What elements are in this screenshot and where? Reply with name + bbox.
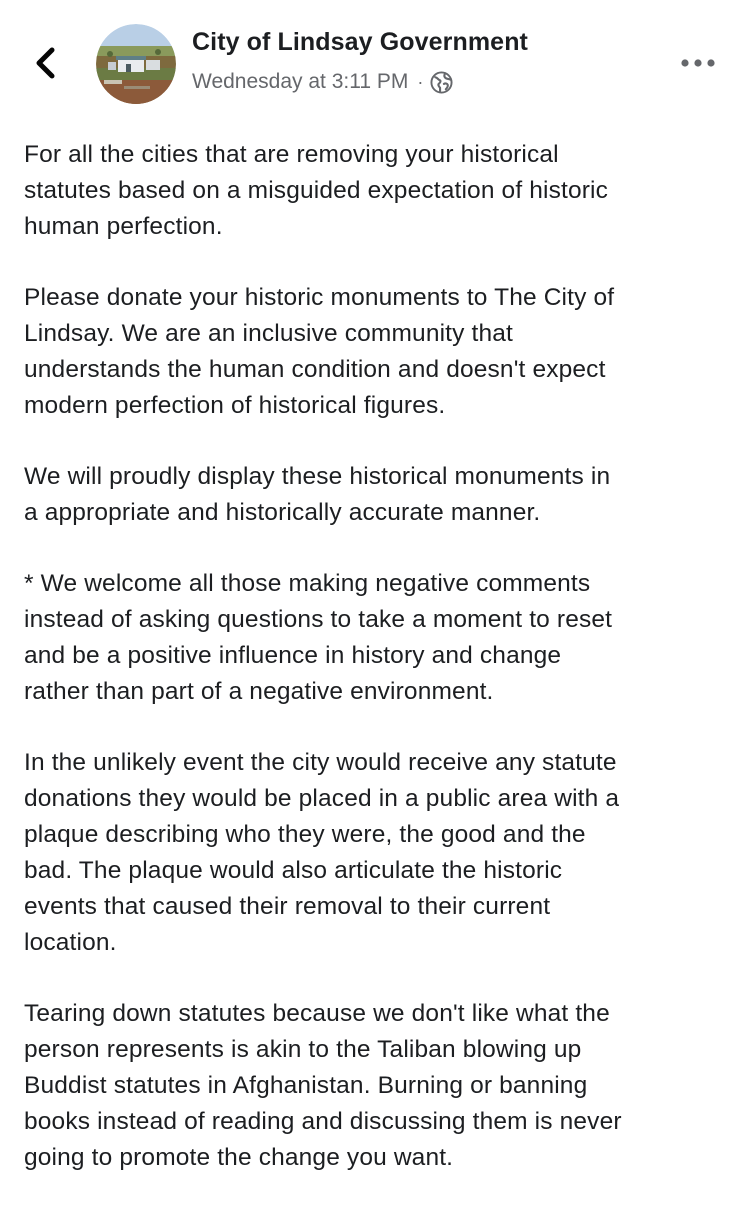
post-text-line: events that caused their removal to their current — [24, 893, 551, 920]
post-text-line: instead of asking questions to take a moment to reset — [24, 606, 613, 633]
post-text-line: human perfection. — [24, 213, 223, 240]
post-text-line: modern perfection of historical figures. — [24, 392, 446, 419]
post-text-line: Lindsay. We are an inclusive community that — [24, 320, 513, 347]
back-button[interactable] — [30, 42, 64, 84]
post-paragraph — [24, 459, 736, 531]
globe-icon — [430, 71, 453, 94]
more-options-button[interactable] — [680, 52, 716, 74]
post-text-line: Tearing down statutes because we don't like what the — [24, 1000, 610, 1027]
page-avatar[interactable] — [96, 24, 176, 104]
post-text-line: bad. The plaque would also articulate the historic — [24, 857, 563, 884]
post-text-line: donations they would be placed in a public area with a — [24, 785, 620, 812]
avatar-image — [96, 24, 176, 104]
post-text-line: We will proudly display these historical monuments in — [24, 463, 611, 490]
post-text-line: statutes based on a misguided expectation of historic — [24, 177, 609, 204]
post-text-line: going to promote the change you want. — [24, 1144, 454, 1171]
post-meta — [192, 67, 453, 97]
post-text-line: In the unlikely event the city would receive any statute — [24, 749, 617, 776]
post-paragraph — [24, 280, 736, 424]
post-paragraph — [24, 137, 736, 245]
page-name-link[interactable]: City of Lindsay Government — [192, 28, 528, 56]
post-header — [0, 0, 747, 130]
post-text-line: Buddist statutes in Afghanistan. Burning or banning — [24, 1072, 588, 1099]
post-text-line: and be a positive influence in history and change — [24, 642, 562, 669]
post-paragraph — [24, 745, 736, 961]
post-timestamp[interactable]: Wednesday at 3:11 PM — [192, 70, 409, 93]
post-text-line: rather than part of a negative environment. — [24, 678, 494, 705]
chevron-left-icon — [30, 42, 64, 84]
post-text-line: For all the cities that are removing your historical — [24, 141, 559, 168]
post-text-line: understands the human condition and doesn't expect — [24, 356, 606, 383]
post-paragraph — [24, 996, 736, 1176]
meta-separator: · — [417, 71, 424, 92]
post-paragraph — [24, 566, 736, 710]
post-text-line: a appropriate and historically accurate manner. — [24, 499, 541, 526]
post-text-line: plaque describing who they were, the good and the — [24, 821, 586, 848]
post-text-line: * We welcome all those making negative comments — [24, 570, 591, 597]
post-text — [24, 137, 736, 1211]
more-horizontal-icon — [680, 52, 716, 74]
post-text-line: location. — [24, 929, 117, 956]
post-text-line: Please donate your historic monuments to The City of — [24, 284, 615, 311]
post-text-line: books instead of reading and discussing them is never — [24, 1108, 622, 1135]
post-text-line: person represents is akin to the Taliban blowing up — [24, 1036, 582, 1063]
